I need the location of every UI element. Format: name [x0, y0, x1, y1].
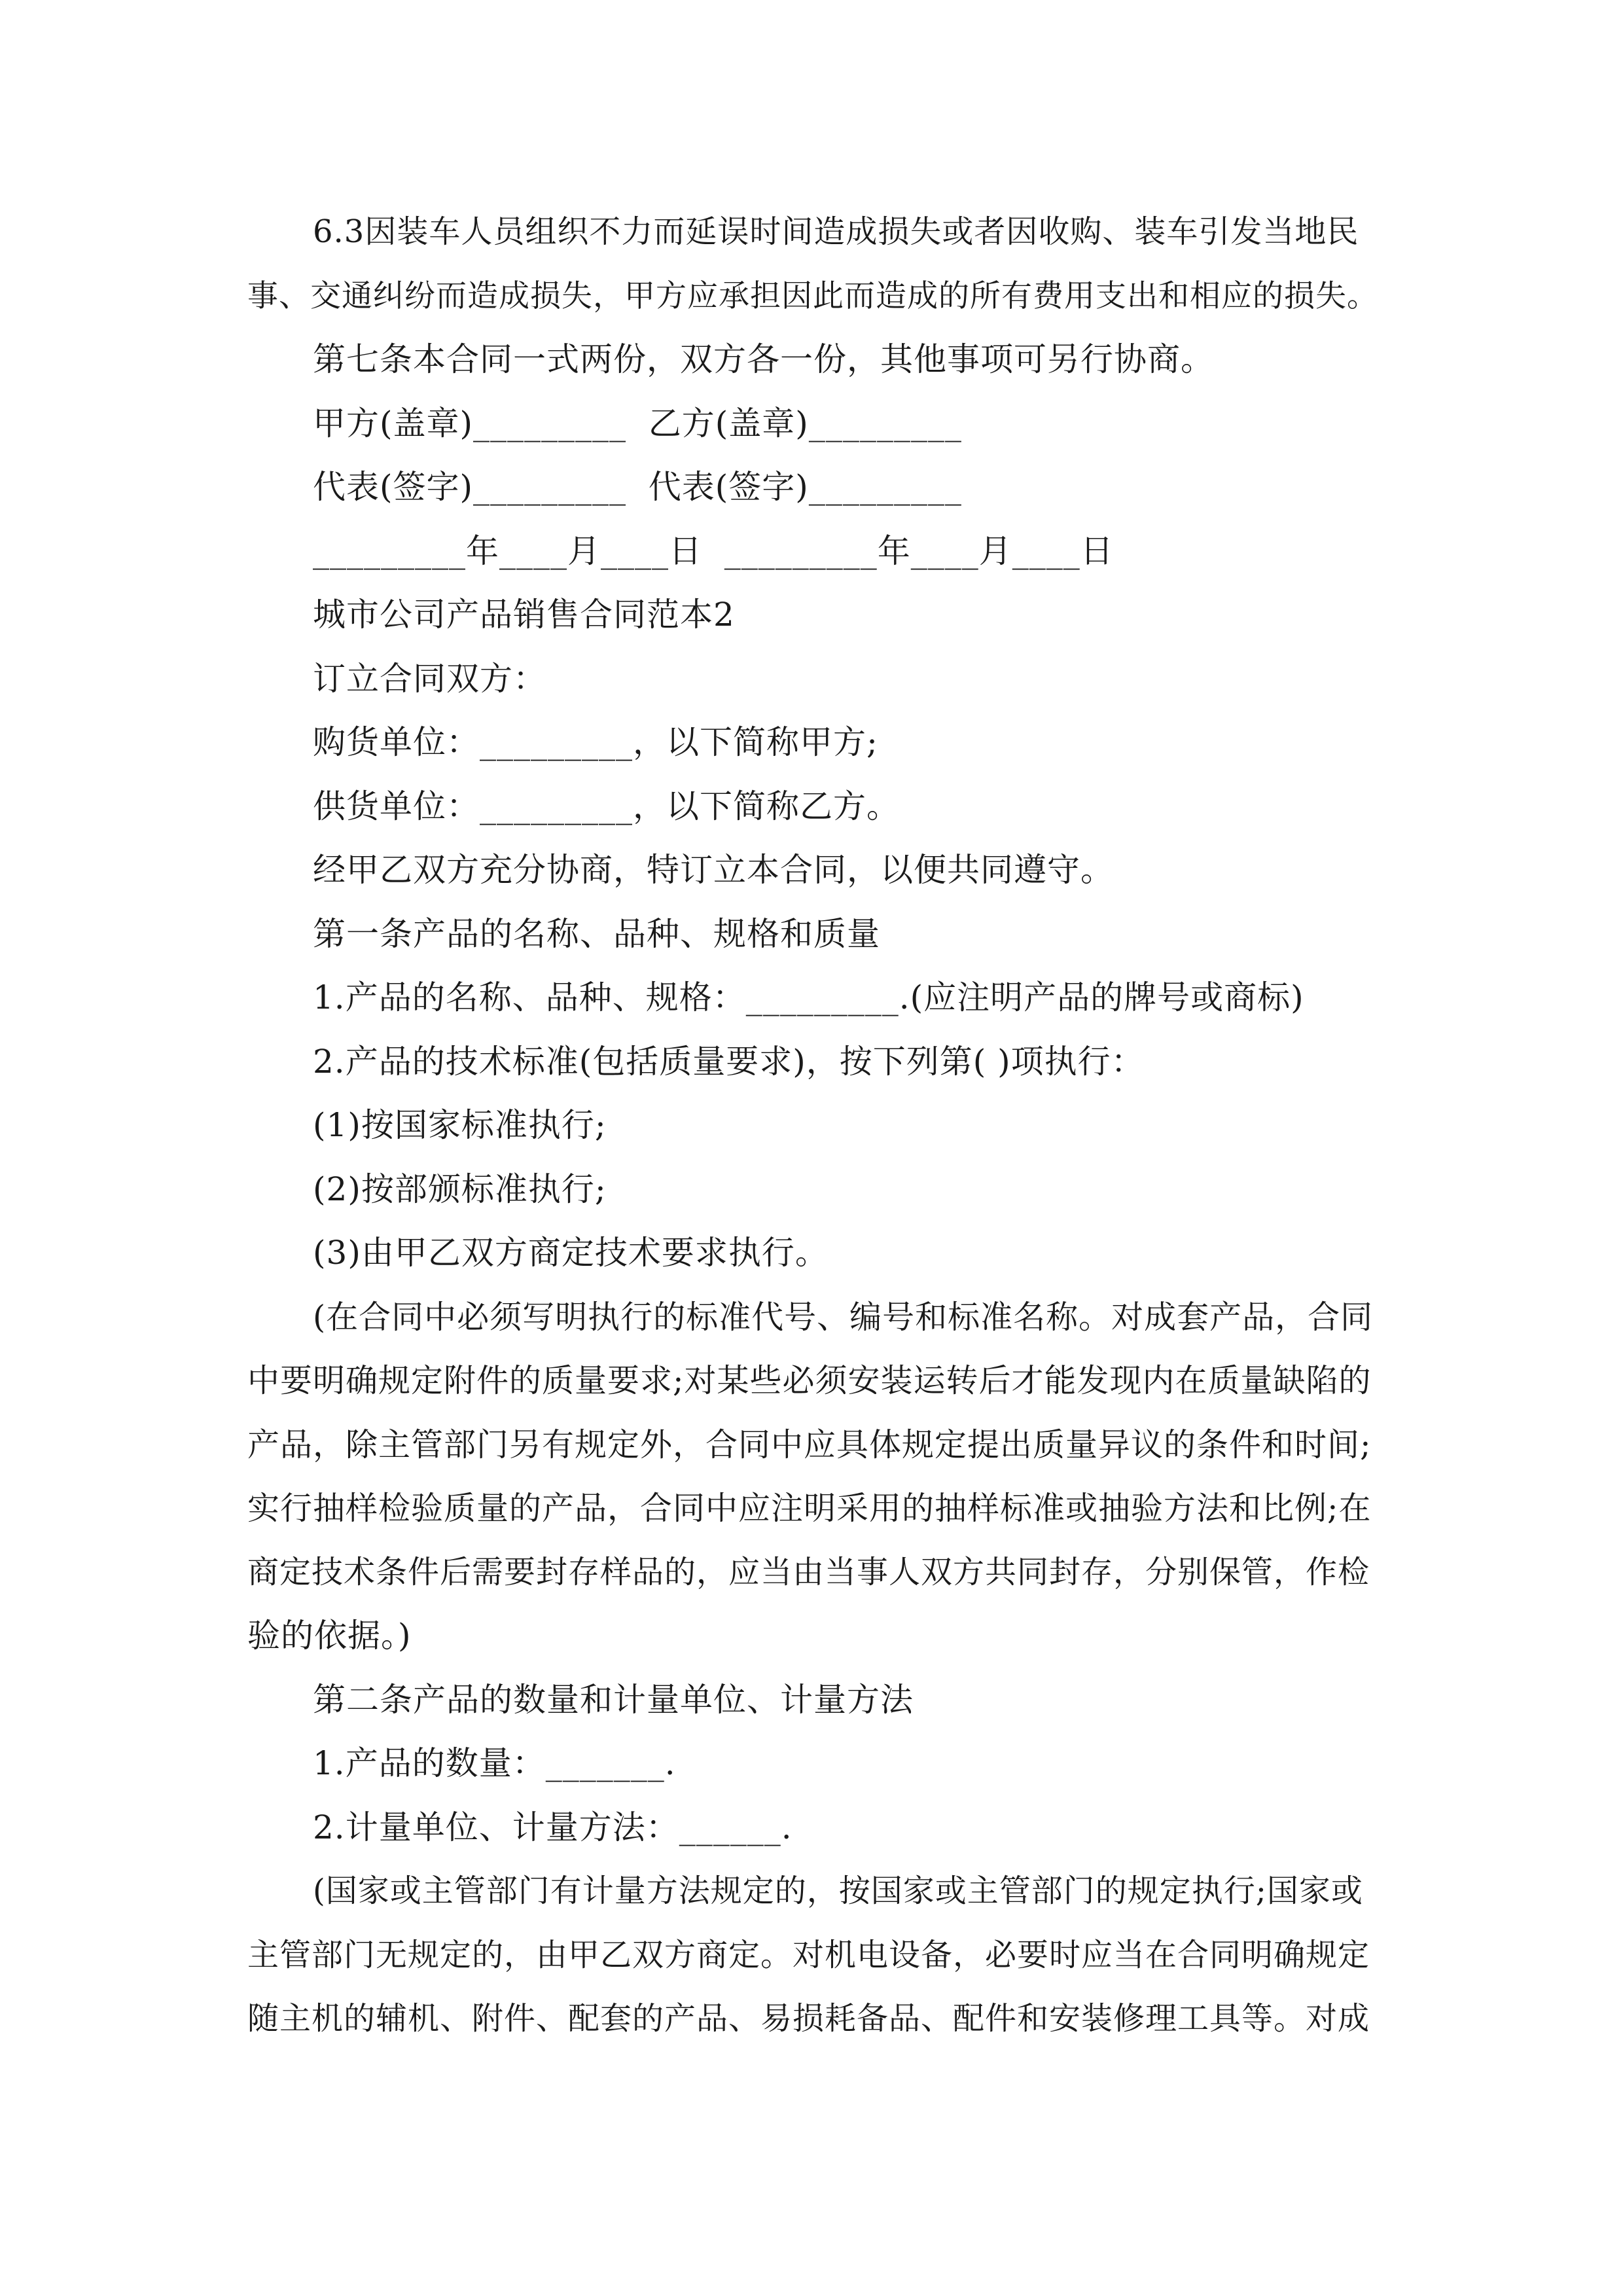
list-item-2: (2)按部颁标准执行; — [313, 1170, 607, 1208]
note-line-4: 实行抽样检验质量的产品，合同中应注明采用的抽样标准或抽验方法和比例;在 — [247, 1490, 1372, 1527]
note-line-6: 验的依据。) — [247, 1617, 412, 1655]
text-line-7: 订立合同双方： — [313, 659, 546, 698]
signature-date-line: _________年____月____日 _________年____月____日 — [313, 531, 1114, 570]
document-body — [247, 200, 1380, 2051]
article-2-heading: 第二条产品的数量和计量单位、计量方法 — [313, 1680, 914, 1719]
note-line-2: 中要明确规定附件的质量要求;对某些必须安装运转后才能发现内在质量缺陷的 — [247, 1362, 1372, 1399]
note2-line-1: (国家或主管部门有计量方法规定的，按国家或主管部门的规定执行;国家或 — [313, 1873, 1363, 1909]
article-1-heading: 第一条产品的名称、品种、规格和质量 — [313, 914, 880, 953]
text-line-2: 事、交通纠纷而造成损失，甲方应承担因此而造成的所有费用支出和相应的损失。 — [247, 278, 1378, 314]
note-line-5: 商定技术条件后需要封存样品的，应当由当事人双方共同封存，分别保管，作检 — [247, 1553, 1370, 1590]
text-line-13: 2.产品的技术标准(包括质量要求)，按下列第( )项执行： — [313, 1042, 1145, 1081]
signature-seal-line: 甲方(盖章)_________ 乙方(盖章)_________ — [313, 404, 962, 442]
note-line-3: 产品，除主管部门另有规定外，合同中应具体规定提出质量异议的条件和时间; — [247, 1426, 1372, 1463]
buyer-line: 购货单位：_________，以下简称甲方; — [313, 723, 878, 761]
note2-line-2: 主管部门无规定的，由甲乙双方商定。对机电设备，必要时应当在合同明确规定 — [247, 1936, 1370, 1973]
section-title: 城市公司产品销售合同范本2 — [313, 596, 735, 634]
note2-line-3: 随主机的辅机、附件、配套的产品、易损耗备品、配件和安装修理工具等。对成 — [247, 2000, 1370, 2037]
note-line-1: (在合同中必须写明执行的标准代号、编号和标准名称。对成套产品，合同 — [313, 1298, 1374, 1336]
signature-representative-line: 代表(签字)_________ 代表(签字)_________ — [313, 468, 962, 506]
text-line-12: 1.产品的名称、品种、规格：_________.(应注明产品的牌号或商标) — [313, 978, 1304, 1016]
text-line-10: 经甲乙双方充分协商，特订立本合同，以便共同遵守。 — [313, 851, 1114, 889]
list-item-1: (1)按国家标准执行; — [313, 1106, 607, 1144]
text-line-25: 1.产品的数量：_______. — [313, 1744, 676, 1782]
supplier-line: 供货单位：_________，以下简称乙方。 — [313, 787, 900, 825]
list-item-3: (3)由甲乙双方商定技术要求执行。 — [313, 1234, 829, 1272]
text-line-1: 6.3因装车人员组织不力而延误时间造成损失或者因收购、装车引发当地民 — [313, 213, 1359, 250]
text-line-3: 第七条本合同一式两份，双方各一份，其他事项可另行协商。 — [313, 340, 1214, 378]
text-line-26: 2.计量单位、计量方法：______. — [313, 1808, 793, 1846]
